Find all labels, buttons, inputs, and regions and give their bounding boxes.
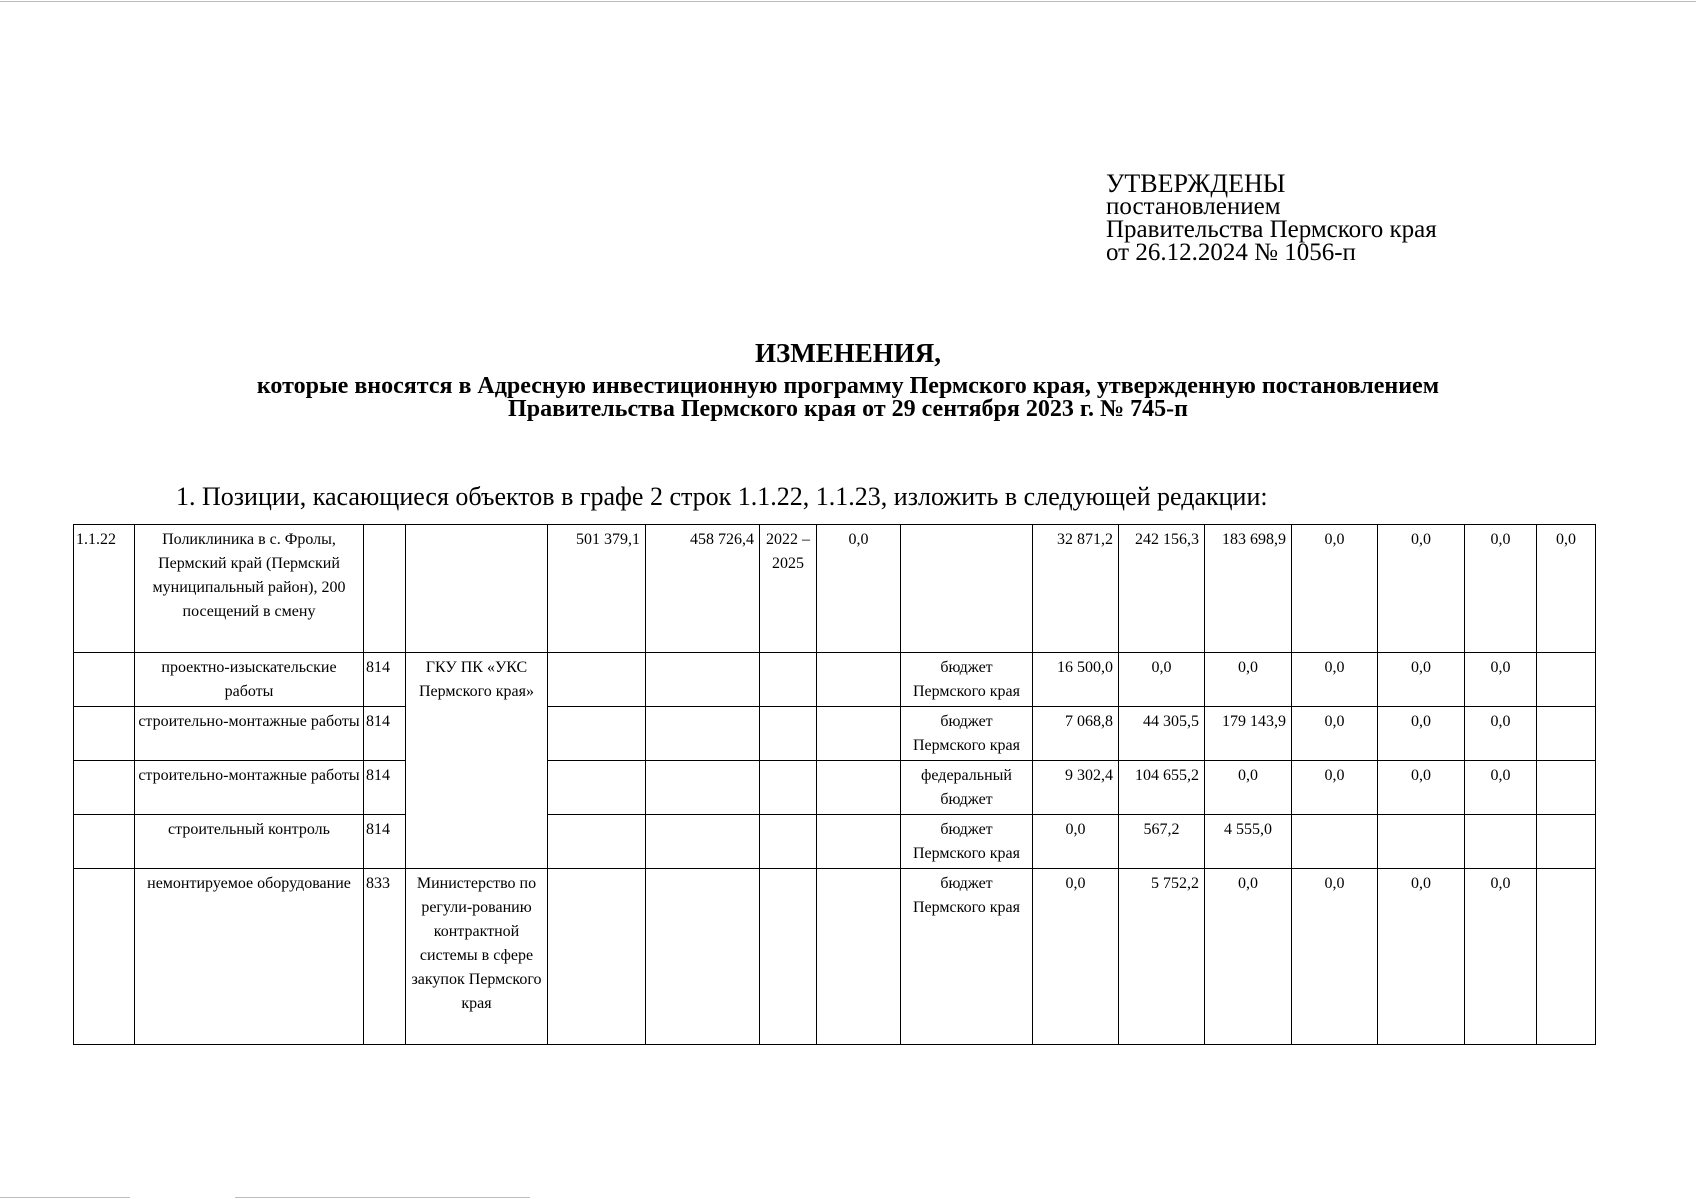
subtitle-line-2: Правительства Пермского края от 29 сентября 2023 г. № 745-п xyxy=(508,396,1188,422)
year-4-value: 0,0 xyxy=(1292,869,1378,1045)
year-4-value: 0,0 xyxy=(1292,525,1378,653)
funding-source: бюджет Пермского края xyxy=(901,869,1033,1045)
empty-cell xyxy=(817,653,901,707)
year-3-value: 0,0 xyxy=(1205,653,1292,707)
year-5-value: 0,0 xyxy=(1378,761,1465,815)
empty-cell xyxy=(817,815,901,869)
year-6-value xyxy=(1465,815,1537,869)
year-2-value: 104 655,2 xyxy=(1119,761,1205,815)
scan-artifact-bottom-1 xyxy=(0,1197,130,1198)
empty-cell xyxy=(74,653,135,707)
year-3-value: 4 555,0 xyxy=(1205,815,1292,869)
year-5-value: 0,0 xyxy=(1378,869,1465,1045)
funding-source: бюджет Пермского края xyxy=(901,707,1033,761)
empty-cell xyxy=(74,869,135,1045)
subtitle-line-1: которые вносятся в Адресную инвестиционную программу Пермского края, утвержденную постановлением xyxy=(256,373,1440,399)
funding-source: бюджет Пермского края xyxy=(901,653,1033,707)
approval-title: УТВЕРЖДЕНЫ xyxy=(1106,169,1286,198)
work-type: строительный контроль xyxy=(135,815,364,869)
work-type: строительно-монтажные работы xyxy=(135,707,364,761)
year-1-value: 9 302,4 xyxy=(1033,761,1119,815)
empty-cell xyxy=(74,815,135,869)
ministry-code: 814 xyxy=(364,761,406,815)
work-type: немонтируемое оборудование xyxy=(135,869,364,1045)
empty-cell xyxy=(646,869,760,1045)
empty-cell xyxy=(646,815,760,869)
table-row xyxy=(74,815,1596,869)
empty-cell xyxy=(548,707,646,761)
approval-line-1: постановлением xyxy=(1106,193,1281,220)
year-6-value: 0,0 xyxy=(1465,653,1537,707)
approval-line-3: от 26.12.2024 № 1056-п xyxy=(1106,239,1356,266)
year-1-value: 16 500,0 xyxy=(1033,653,1119,707)
work-type: строительно-монтажные работы xyxy=(135,761,364,815)
ministry-code: 814 xyxy=(364,707,406,761)
empty-cell xyxy=(364,525,406,653)
year-2-value: 0,0 xyxy=(1119,653,1205,707)
customer: Министерство по регули-рованию контрактной системы в сфере закупок Пермского края xyxy=(406,869,548,1045)
row-number: 1.1.22 xyxy=(74,525,135,653)
year-5-value xyxy=(1378,815,1465,869)
document-title: ИЗМЕНЕНИЯ, xyxy=(754,338,941,368)
empty-cell xyxy=(760,761,817,815)
construction-period: 2022 – 2025 xyxy=(760,525,817,653)
year-5-value: 0,0 xyxy=(1378,653,1465,707)
estimated-cost: 501 379,1 xyxy=(548,525,646,653)
investment-table xyxy=(73,524,1596,1045)
year-6-value: 0,0 xyxy=(1465,525,1537,653)
empty-cell xyxy=(1537,869,1596,1045)
year-2-value: 242 156,3 xyxy=(1119,525,1205,653)
funding-source: федеральный бюджет xyxy=(901,761,1033,815)
table-row xyxy=(74,761,1596,815)
year-2-value: 567,2 xyxy=(1119,815,1205,869)
year-4-value xyxy=(1292,815,1378,869)
work-type: проектно-изыскательские работы xyxy=(135,653,364,707)
empty-cell xyxy=(760,707,817,761)
year-5-value: 0,0 xyxy=(1378,525,1465,653)
year-7-value: 0,0 xyxy=(1537,525,1596,653)
year-1-value: 32 871,2 xyxy=(1033,525,1119,653)
prior-funding: 0,0 xyxy=(817,525,901,653)
empty-cell xyxy=(1537,761,1596,815)
table-row xyxy=(74,869,1596,1045)
table-row xyxy=(74,653,1596,707)
empty-cell xyxy=(548,815,646,869)
empty-cell xyxy=(817,869,901,1045)
empty-cell xyxy=(760,869,817,1045)
empty-cell xyxy=(74,761,135,815)
empty-cell xyxy=(1537,815,1596,869)
empty-cell xyxy=(646,761,760,815)
empty-cell xyxy=(817,761,901,815)
instruction-text: 1. Позиции, касающиеся объектов в графе 2 строк 1.1.22, 1.1.23, изложить в следующей редакции: xyxy=(176,482,1268,511)
scan-artifact-bottom-2 xyxy=(235,1197,530,1198)
year-3-value: 179 143,9 xyxy=(1205,707,1292,761)
ministry-code: 814 xyxy=(364,653,406,707)
year-2-value: 5 752,2 xyxy=(1119,869,1205,1045)
empty-cell xyxy=(1537,707,1596,761)
year-4-value: 0,0 xyxy=(1292,707,1378,761)
remaining-cost: 458 726,4 xyxy=(646,525,760,653)
approval-stamp xyxy=(1106,169,1437,266)
customer: ГКУ ПК «УКС Пермского края» xyxy=(406,653,548,869)
table-row xyxy=(74,707,1596,761)
year-6-value: 0,0 xyxy=(1465,761,1537,815)
empty-cell xyxy=(760,653,817,707)
empty-cell xyxy=(548,869,646,1045)
funding-source: бюджет Пермского края xyxy=(901,815,1033,869)
empty-cell xyxy=(760,815,817,869)
object-name: Поликлиника в с. Фролы, Пермский край (Пермский муниципальный район), 200 посещений в смену xyxy=(135,525,364,653)
ministry-code: 833 xyxy=(364,869,406,1045)
year-4-value: 0,0 xyxy=(1292,653,1378,707)
year-1-value: 0,0 xyxy=(1033,815,1119,869)
table-row-main xyxy=(74,525,1596,653)
scan-artifact-top xyxy=(0,1,1696,2)
empty-cell xyxy=(646,653,760,707)
empty-cell xyxy=(548,653,646,707)
year-3-value: 0,0 xyxy=(1205,869,1292,1045)
empty-cell xyxy=(74,707,135,761)
year-1-value: 7 068,8 xyxy=(1033,707,1119,761)
year-6-value: 0,0 xyxy=(1465,707,1537,761)
year-4-value: 0,0 xyxy=(1292,761,1378,815)
year-3-value: 183 698,9 xyxy=(1205,525,1292,653)
empty-cell xyxy=(901,525,1033,653)
empty-cell xyxy=(548,761,646,815)
empty-cell xyxy=(406,525,548,653)
approval-line-2: Правительства Пермского края xyxy=(1106,216,1437,243)
document-subtitle xyxy=(0,375,1696,421)
year-1-value: 0,0 xyxy=(1033,869,1119,1045)
year-2-value: 44 305,5 xyxy=(1119,707,1205,761)
year-3-value: 0,0 xyxy=(1205,761,1292,815)
ministry-code: 814 xyxy=(364,815,406,869)
empty-cell xyxy=(646,707,760,761)
year-5-value: 0,0 xyxy=(1378,707,1465,761)
empty-cell xyxy=(817,707,901,761)
year-6-value: 0,0 xyxy=(1465,869,1537,1045)
empty-cell xyxy=(1537,653,1596,707)
